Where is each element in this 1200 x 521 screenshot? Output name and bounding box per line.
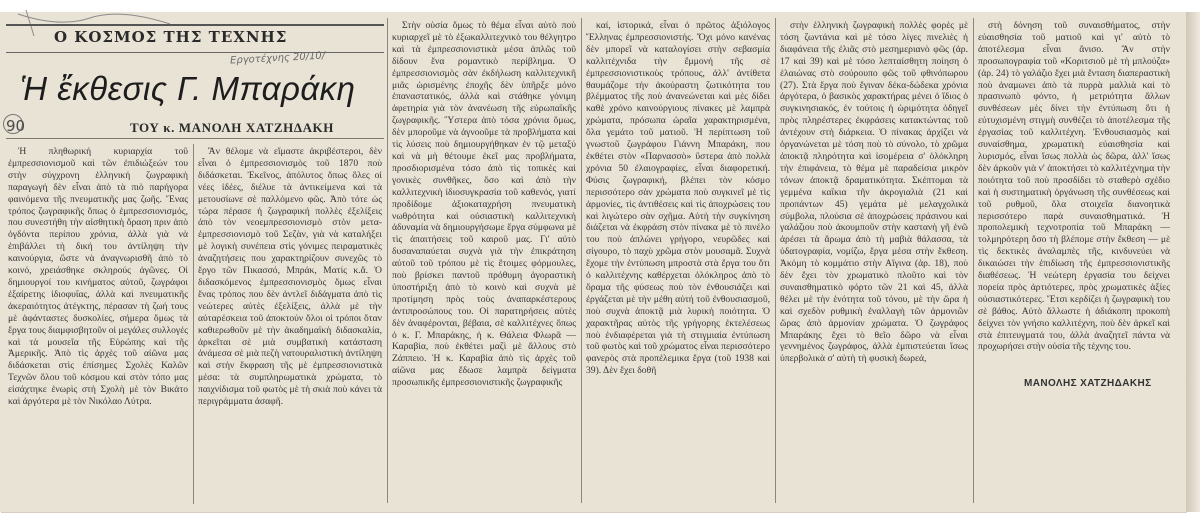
handwritten-date-note: Εργοτέχνης 20/10/ — [229, 50, 326, 67]
column-rule — [193, 144, 194, 504]
archive-number: 90 — [6, 117, 26, 135]
section-heading: Ο ΚΟΣΜΟΣ ΤΗΣ ΤΕΧΝΗΣ — [54, 28, 288, 46]
column-2-text: Ἂν θέλομε νὰ εἴμαστε ἀκριβέστεροι, δὲν εἶναι ὁ ἐμπρεσσιονισμὸς τοῦ 1870 ποὺ διδάσκεται. Ἐκεῖνος, ἀπόλυτος ὅπως ὅλες οἱ νέες ἰδέες, διέλυε τὰ ἀντικείμενα καὶ τὰ μετουσίωνε σὲ παλλόμενο φῶς. Ἀπὸ τότε ὡς τώρα πέρασε ἡ ζωγραφική πολλὲς ἐξελίξεις ἀπὸ τὸν νεοεμπρεσσιονισμὸ στὸν μετα-ἐμπρεσσιονισμὸ τοῦ Σεζὰν, γιὰ νὰ καταλήξει μὲ λογικὴ συνέπεια στὶς γόνιμες πειραματικὲς ἀναζητήσεις που χαρακτηρίζουν συνεχῶς τὸ ἔργο τῶν Πικασσό, Μπράκ, Ματίς κ.ἄ. Ὁ διδασκόμενος ἐμπρεσσιονισμὸς ὅμως εἶναι ἕνας τρόπος που δὲν ἀντλεῖ διδάγματα ἀπὸ τὶς νεώτερες αὐτὲς ἐξελίξεις, ἀλλὰ μὲ τὴν αὐταρέσκεια τοῦ ἀποκτούν ὅλοι οἱ τρόποι ὅταν καθιερωθοῦν μὲ τὴν ἀκαδημαϊκὴ διδασκαλία, ἀρκεῖται σὲ μιὰ συμβατικὴ κατάσταση ἀνάμεσα σὲ μιὰ πεζὴ νατουραλιστικὴ ἀντίληψη καὶ στὴν ἔκφραση τῆς μὲ ἐμπρεσσιονιστικὰ μέσα: τὰ συμπληρωματικὰ χρώματα, τὸ παιχνίδισμα τοῦ φωτὸς μὲ τὴ σκιὰ ποὺ κάνει τὰ περιγράμματα ἀσαφῆ. — [198, 146, 382, 408]
column-rule — [973, 18, 974, 503]
column-rule — [581, 18, 582, 503]
author-signature: ΜΑΝΟΛΗΣ ΧΑΤΖΗΔΑΚΗΣ — [1024, 378, 1152, 389]
article-column-6 — [978, 20, 1170, 372]
article-column-4 — [586, 20, 770, 502]
column-rule — [775, 18, 776, 503]
byline-divider — [6, 138, 384, 139]
article-column-1 — [8, 146, 188, 496]
column-3-text: Στὴν οὐσία ὅμως τὸ θέμα εἶναι αὐτὸ ποὺ κυριαρχεῖ μὲ τὸ ἐξωκαλλιτεχνικὸ του θέλγητρο καὶ τὰ ἐμπρεσσιονιστικὰ μέσα ἁπλῶς τοῦ δίδουν ἕνα ρομαντικὸ περίβλημα. Ὁ ἐμπρεσσιονισμὸς σὰν ἐκδήλωση καλλιτεχνικῆ μιᾶς ὡρισμένης ἐποχῆς δὲν ὑπῆρξε μόνο ἐπαναστατικός, ἀλλὰ καὶ στάθηκε γόνιμη ἀφετηρία γιὰ τὸν ἀνανέωση τῆς εὐρωπαϊκῆς ζωγραφικῆς. Ὕστερα ἀπὸ τόσα χρόνια ὅμως, δὲν μποροῦμε νὰ ἀγνοοῦμε τὰ προβλήματα καὶ τὶς λύσεις ποὺ δημιουργήθηκαν ἐν τῷ μεταξύ καὶ νὰ μὴ θέτουμε ἐκεῖ μας προβλήματα, προσδιορισμένα τόσο ἀπὸ τὶς τοπικὲς καὶ γονικὲς συνθῆκες, ὅσο καὶ ἀπὸ τὴν καλλιτεχνικὴ ἰδιοσυγκρασία τοῦ καθενός, γιατί προδίδομε ἀξιοκαταχρήση πνευματικὴ νωθρότητα καὶ οὐσιαστικὴ καλλιτεχνικὴ ἀδυναμία νὰ δημιουργήσωμε ἔργα σύμφωνα μὲ τὶς ἀπαιτήσεις τοῦ καιροῦ μας. Γι' αὐτὸ δυσαναπαύεται συχνὰ γιὰ τὴν ἐπικράτηση αὐτοῦ τοῦ τρόπου μὲ τὶς ἕτοιμες φόρμουλες, ποὺ βρίσκει παντοῦ πρόθυμη ἀγοραστικὴ ὑποστήριξη ἀπὸ τὸ κοινὸ καὶ συχνὰ μὲ προτίμηση πρὸς τοὺς ἀναπαρκέστερους ἀντιπροσώπους του. Οἱ παρατηρήσεις αὐτὲς δὲν ἀναφέρονται, βέβαια, σὲ καλλιτέχνες ὅπως ὁ κ. Γ. Μπαράκης, ἡ κ. Θάλεια Φλωρᾶ — Καραβία, ποὺ ἐκθέτει μαζὶ μὲ ἄλλους στὸ Ζάππειο. Ἡ κ. Καραβία ἀπὸ τὶς ἀρχὲς τοῦ αἰῶνα μας ἔδωσε λαμπρὰ δείγματα προσωπικῆς ἐμπρεσσιονιστικῆς ζωγραφικῆς — [392, 20, 576, 389]
column-4-text: καί, ἱστορικά, εἶναι ὁ πρῶτος ἀξιόλογος Ἕλληνας ἐμπρεσσιονιστής. Ὄχι μόνο κανένας δὲν μπορεῖ νὰ καταλογίσει στὴν σεβασμία καλλιτέχνιδα τὴν ἔμμονή τῆς σὲ ἐμπρεσσιονιστικοὺς τρόπους, ἀλλ' ἀντίθετα θαυμάζομε τὴν ἀκούραστη ζωτικότητα του βλέμματος τῆς ποὺ ἀνανεώνεται καὶ μὲς δίδει καθὲ χρόνο καινούργιους πίνακες μὲ λαμπρὰ χρώματα, πρόσωπα ὡραῖα χαρακτηρισμένα, ὅλα γεμάτο τοῦ ματιοῦ. Ἡ περίπτωση τοῦ γνωστοῦ ζωγράφου Γιάννη Μπαράκη, που ἐκθέτει στὸν «Παρνασσὸ» ὕστερα ἀπὸ πολλὰ χρόνια 50 ἐλαιογραφίες, εἶναι διαφορετική. Φύσις ζωγραφική, βλέπει τὸν κόσμο περισσότερο σὰν χρώματα ποὺ συγκινεῖ μὲ τὶς ἁρμονίες, τὶς ἀντιθέσεις καὶ τὶς ἀποχρώσεις του καὶ λιγώτερο σὰν σχῆμα. Αὐτὴ τὴν συγκίνηση διάζεται νὰ ἐκφράση στὸν πίνακα μὲ τὸ πινέλο του ποὺ ἁπλώνει γρήγορο, νευρῶδες καὶ σίγουρο, τὸ παχὺ χρῶμα στὸν μουσαμᾶ. Συχνὰ ἔχομε τὴν ἐντύπωση μπροστὰ στὰ ἔργα του ὅτι ὁ καλλιτέχνης καθέρχεται ὁλόκληρος ἀπὸ τὸ ὅραμα τῆς φύσεως ποὺ τὸν ἐνθουσιάζει καὶ ἐργάζεται μὲ τὴν μέθη αὐτή τοῦ ἐνθουσιασμοῦ, ποὺ συχνὰ ἀποκτᾷ μιὰ λυρικὴ ποιότητα. Ὁ χαρακτῆρας αὐτὸς τῆς γρήγορης ἐκτελέσεως ποὺ ἐνδιαφέρεται γιὰ τὴ στιγμιαία ἐντύπωση τοῦ φωτὸς καὶ τοῦ χρώματος εἶναι περισσότερο φανερὸς στὰ προπέλεμικα ἔργα (τοῦ 1938 καὶ 39). Δὲν ἔχει δοθῆ — [586, 20, 770, 377]
author-byline: ΤΟΥ κ. ΜΑΝΟΛΗ ΧΑΤΖΗΔΑΚΗ — [130, 120, 334, 135]
column-1-text: Ἡ πληθωρική κυριαρχία τοῦ ἐμπρεσσιονισμοῦ καὶ τῶν ἐπιδιώξεών του στὴν σύγχρονη ἑλληνική ζωγραφικὴ παραγωγή δὲν εἶναι ἀπὸ τὰ πιὸ παρήγορα φαινόμενα τῆς πνευματικῆς μας ζωῆς. Ἕνας τρόπος ζωγραφικῆς ὅπως ὁ ἐμπρεσσιονισμός, που συνεστήθη τὴν αἰσθητικὴ ὅραση πριν ἀπὸ ὀγδόντα περίπου χρόνια, ἀλλὰ γιὰ νὰ ἐπιβάλλει τὴ δική του ἀντίληψη τὴν καινούργια, ὥστε νὰ ἀναγνωρισθῆ ἀπὸ τὸ κοινό, χρειάσθηκε σκληρούς ἀγῶνες. Οἱ δημιουργοί του κινήματος αὐτοῦ, ζωγράφοι ἐξαίρετης ἰδιοφυΐας, ἀλλὰ καὶ πνευματικῆς ἀκεραιότητος ἀτέγκτης, πέρασαν τὴ ζωή τους μὲ ἀφάνταστες δυσκολίες, σήμερα ὅμως τὰ ἔργα τους διαμφισβητοῦν οἱ μεγάλες συλλογές καὶ τὰ μουσεῖα τῆς Εὐρώπης καὶ τῆς Ἀμερικῆς. Ἀπὸ τὶς ἀρχὲς τοῦ αἰῶνα μας διδάσκεται στὶς ἐπίσημες Σχολὲς Καλῶν Τεχνῶν ὅλου τοῦ κόσμου καὶ στὸν τόπο μας εἰσάχτηκε ἐνωρὶς στὴ Σχολὴ μὲ τὸν Βικάτο καὶ ἀργότερα μὲ τὸν Νικόλαο Λύτρα. — [8, 146, 188, 408]
article-title: Ἡ ἔκθεσις Γ. Μπαράκη — [20, 70, 356, 107]
column-5-text: στὴν ἑλληνικὴ ζωγραφικὴ πολλὲς φορὲς μὲ τόση ζωντάνια καὶ μὲ τόσο λίγες πινελιὲς ἡ διαφάνεια τῆς ἐλιᾶς στὸ μεσημεριανὸ φῶς (ἀρ. 17 καὶ 39) καὶ μὲ τόσο λεπταίσθητη ποίηση ὁ ἑλαιώνας στὸ σούρουπο φῶς τοῦ φθινόπωρου (27). Στὰ ἔργα ποὺ ἔγιναν δέκα-δώδεκα χρόνια ἀργότερα, ὁ βασικὸς χαρακτήρας μένει ὁ ἴδιος ὁ συγκινησιακός, ἐν τούτοις ἡ ὡριμότητα ὁδηγεῖ πρὸς πληρέστερες ἐκφράσεις κατακτώντας τοῦ ἀντέχουν στὴ διάρκεια. Ὁ πίνακας ἀρχίζει νὰ ὀργανώνεται μὲ τόση ποὺ τὸ σύνολο, τὸ χρῶμα ἀποκτᾷ πληρότητα καὶ ἰσομέρεια σ' ὁλόκληρη τὴν ἐπιφάνεια, τὸ θέμα μὲ παραδείσια μικρὸν τόνων ἀποκτᾷ δραματικότητα. Σκέπτομαι τὰ γεμμένα καΐκια τῆν ἀκρογιαλιὰ (21 καὶ προπάντων 45) γεμάτα μὲ μελαγχολικὰ σύμβολα, πλούσια σὲ ἀποχρώσεις πράσινου καὶ γαλάζιου ποὺ ἀκουμποῦν στὴν καστανὴ γῆ ἐνῶ ἀρέσει τὰ ἄρωμα ἀπὸ τὴ μαβιὰ θάλασσα, τὰ ὑδατογραφία, νομίζω, ἔργα μέσα στὴν ἔκθεση. Ἀκόμη τὸ κομμάτιο στὴν Αἴγινα (ἀρ. 18), ποὺ δὲν ἔχει τὸν χρωματικὸ πλοῦτο καὶ τὸν συναισθηματικὸ φόρτο τῶν 21 καὶ 45, ἀλλὰ θέλει μὲ τὴν ἑνότητα τοῦ τόνου, μὲ τὴν ὥρα ἡ καὶ σχεδὸν ρυθμικὴ ἐναλλαγὴ τῶν ἀρμονιῶν ὥρας ἀπὸ ἁρμονίαν χρώματα. Ὁ ζωγράφος Μπαράκης ἔχει τὸ θεῖο δῶρο νὰ εἶναι γεννημένος ζωγράφος, ἀλλὰ ἐμπιστεύεται ἴσως ὑπερβολικὰ σ' αὐτὴ τὴ φυσικὴ δωρεά, — [780, 20, 968, 365]
column-rule — [387, 18, 388, 503]
article-column-2 — [198, 146, 382, 496]
article-column-5 — [780, 20, 968, 502]
article-column-3 — [392, 20, 576, 502]
column-6-text: στὴ δόνηση τοῦ συναισθήματος, στὴν εὐαισθησία τοῦ ματιοῦ καὶ γι' αὐτὸ τὸ ἀποτέλεσμα εἶναι ἄνισο. Ἂν στὴν προσωπογραφία τοῦ «Κοριτσιοῦ μὲ τὴ μπλούζα» (ἀρ. 24) τὸ γαλάζιο ἔχει μιὰ ἔνταση διαπεραστικὴ ποὺ ἀναμωνει ἀπὸ τὰ πυρρὰ μαλλιὰ καὶ τὸ πρασινωπὸ φόντο, ἡ μετριότητα ἄλλων συνθέσεων μὲς δίνει τὴν ἐντύπωση ὅτι ἡ εὐτυχισμένη στιγμὴ συνθέζει τὸ ἀποτέλεσμα τῆς ἐργασίας τοῦ καλλιτέχνη. Ἐνθουσιασμὸς καὶ συναίσθημα, χρωματικὴ εὐαισθησία καὶ λυρισμός, εἶναι ἴσως πολλὰ ὡς δῶρα, ἀλλ' ἴσως δὲν ἀρκοῦν γιὰ ν' ἀποκτήσει τὸ καλλιτέχνημα τὴν ποιότητα τοῦ ποὺ προσδίδει τὸ σταθερὸ σχέδιο καὶ ἡ συστηματικὴ ὀργάνωση τῆς συνθέσεως καὶ τοῦ ρυθμοῦ, ὅλα στοιχεῖα διανοητικὰ περισσότερο παρὰ συναισθηματικά. Ἡ προπολεμικὴ τεχνοτροπία τοῦ Μπαράκη — τολμηρότερη ὅσο τὴ βλέπομε στὴν ἔκθεση — μὲ τὶς δεκτικὲς ἀναλαμπὲς τῆς, κινδυνεύει νὰ δικαιώσει τὴν ἐπιδίωση τῆς ἐμπρεσσιονιστικῆς διαθέσεως. Ἡ νεώτερη ἐργασία του δείχνει πορεία πρὸς ἀρτιότερες, πρὸς χρωματικὲς ἀξίες οὐσιαστικότερες. Ἔτσι κερδίζει ἡ ζωγραφικὴ του σὲ βάθος. Αὐτὸ ἄλλωστε ἡ ἀδιάκοπη προκοπὴ δείχνει τὸν γνήσιο καλλιτέχνη, ποὺ δὲν ἀρκεῖ καὶ στὰ ἐπιτευγματά του, ἀλλὰ ἀναζητεῖ πάντα νὰ προχωρήσει στὴν οὐσία τῆς τέχνης του. — [978, 20, 1170, 353]
